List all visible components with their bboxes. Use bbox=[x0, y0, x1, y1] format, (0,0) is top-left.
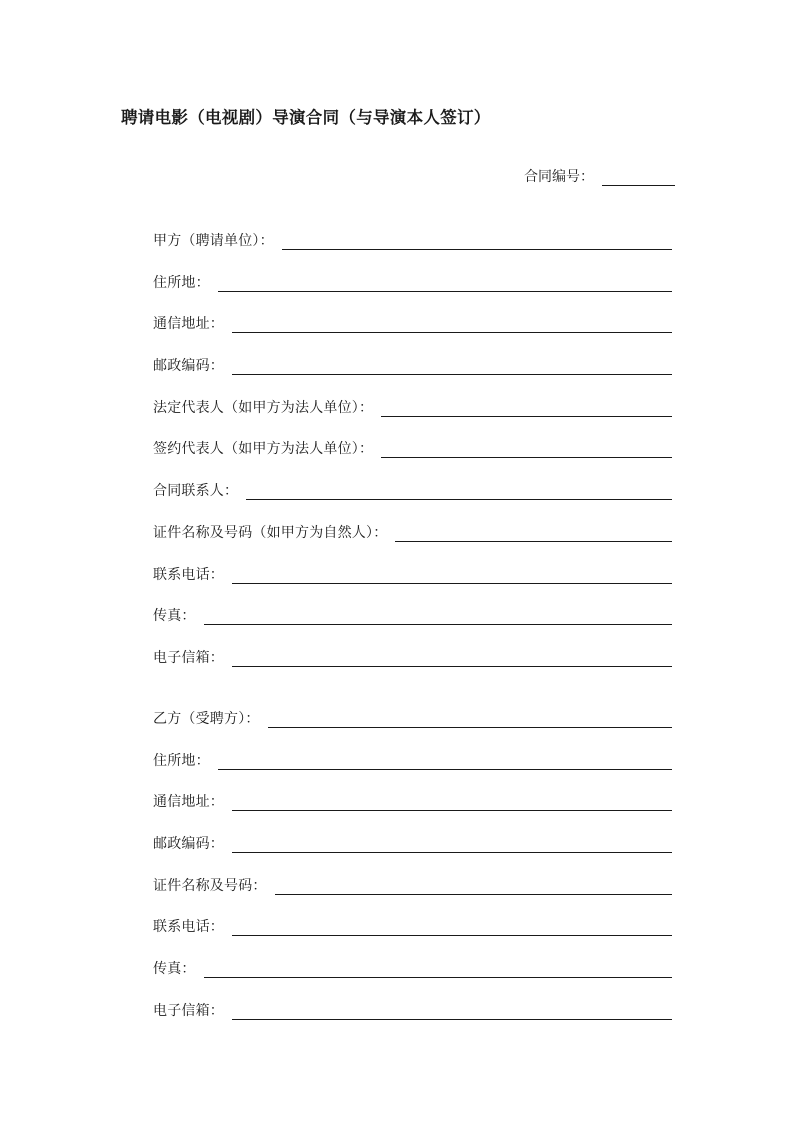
field-label: 住所地： bbox=[153, 274, 210, 291]
party-a-contact-row bbox=[153, 480, 672, 500]
party-b-address-row bbox=[153, 791, 672, 811]
field-label: 法定代表人（如甲方为法人单位）： bbox=[153, 399, 374, 416]
party-b-email-blank[interactable] bbox=[232, 1003, 672, 1020]
party-b-domicile-row bbox=[153, 750, 672, 770]
contract-number bbox=[524, 166, 675, 186]
party-b-phone-row bbox=[153, 916, 672, 936]
field-label: 联系电话： bbox=[153, 919, 224, 936]
field-label: 邮政编码： bbox=[153, 358, 224, 375]
party-a-fax-blank[interactable] bbox=[204, 608, 672, 625]
party-a-signing-rep-blank[interactable] bbox=[381, 441, 672, 458]
field-label: 传真： bbox=[153, 961, 196, 978]
field-label: 传真： bbox=[153, 608, 196, 625]
party-b-postcode-row bbox=[153, 833, 672, 853]
party-b-fax-row bbox=[153, 958, 672, 978]
field-label: 联系电话： bbox=[153, 566, 224, 583]
party-b-id-blank[interactable] bbox=[275, 878, 672, 895]
party-a-legal-rep-blank[interactable] bbox=[381, 400, 672, 417]
party-a-name-row bbox=[153, 230, 672, 250]
party-a-signing-rep-row bbox=[153, 438, 672, 458]
party-b-fax-blank[interactable] bbox=[204, 961, 672, 978]
party-a-address-row bbox=[153, 313, 672, 333]
party-a-id-row bbox=[153, 522, 672, 542]
contract-number-blank[interactable] bbox=[602, 169, 675, 186]
field-label: 电子信箱： bbox=[153, 1002, 224, 1019]
party-b-phone-blank[interactable] bbox=[232, 919, 672, 936]
party-b-email-row bbox=[153, 1000, 672, 1020]
party-a-section bbox=[153, 230, 672, 689]
party-b-name-blank[interactable] bbox=[268, 711, 672, 728]
party-b-address-blank[interactable] bbox=[232, 794, 672, 811]
party-a-postcode-blank[interactable] bbox=[232, 358, 672, 375]
party-b-name-row bbox=[153, 708, 672, 728]
party-a-phone-row bbox=[153, 564, 672, 584]
party-a-contact-blank[interactable] bbox=[246, 483, 672, 500]
field-label: 通信地址： bbox=[153, 316, 224, 333]
field-label: 证件名称及号码： bbox=[153, 877, 267, 894]
party-a-legal-rep-row bbox=[153, 397, 672, 417]
party-a-id-blank[interactable] bbox=[395, 525, 672, 542]
party-a-domicile-row bbox=[153, 272, 672, 292]
party-a-phone-blank[interactable] bbox=[232, 567, 672, 584]
contract-number-label: 合同编号： bbox=[524, 169, 594, 185]
party-a-email-row bbox=[153, 647, 672, 667]
party-a-fax-row bbox=[153, 605, 672, 625]
field-label: 乙方（受聘方）： bbox=[153, 711, 260, 727]
field-label: 住所地： bbox=[153, 752, 210, 769]
field-label: 证件名称及号码（如甲方为自然人）： bbox=[153, 524, 388, 541]
party-a-email-blank[interactable] bbox=[232, 650, 672, 667]
party-b-section bbox=[153, 708, 672, 1042]
party-a-address-blank[interactable] bbox=[232, 316, 672, 333]
field-label: 电子信箱： bbox=[153, 649, 224, 666]
party-b-id-row bbox=[153, 875, 672, 895]
party-b-postcode-blank[interactable] bbox=[232, 836, 672, 853]
field-label: 签约代表人（如甲方为法人单位）： bbox=[153, 441, 374, 458]
party-a-domicile-blank[interactable] bbox=[218, 275, 672, 292]
field-label: 通信地址： bbox=[153, 794, 224, 811]
field-label: 邮政编码： bbox=[153, 836, 224, 853]
document-title: 聘请电影（电视剧）导演合同（与导演本人签订） bbox=[121, 108, 491, 127]
party-b-domicile-blank[interactable] bbox=[218, 753, 672, 770]
party-a-name-blank[interactable] bbox=[282, 233, 672, 250]
field-label: 甲方（聘请单位）： bbox=[153, 233, 274, 249]
field-label: 合同联系人： bbox=[153, 483, 239, 500]
party-a-postcode-row bbox=[153, 355, 672, 375]
